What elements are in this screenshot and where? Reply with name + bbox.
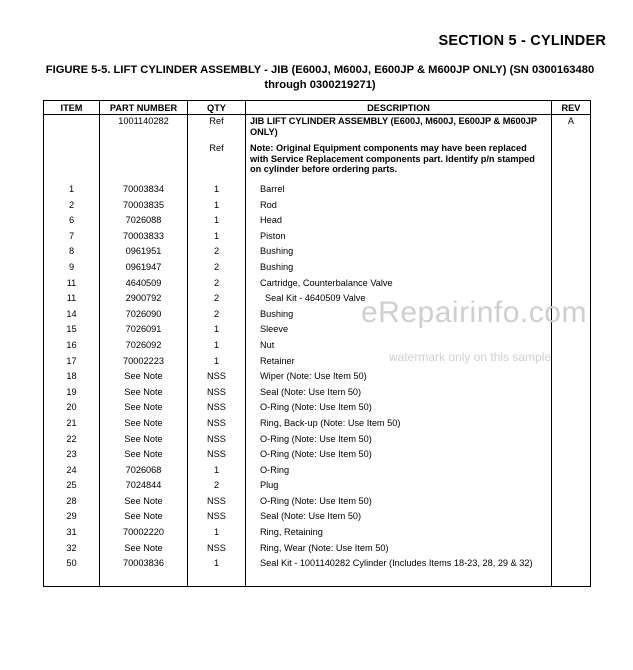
description-text: Nut: [260, 339, 275, 350]
table-row: [44, 495, 591, 511]
description-text: O-Ring: [260, 464, 290, 475]
revision: [552, 277, 591, 293]
quantity: 1: [188, 339, 246, 355]
column-header-qty: QTY: [188, 101, 246, 115]
table-row: [44, 245, 591, 261]
revision: [552, 448, 591, 464]
table-row: [44, 433, 591, 449]
assembly-qty: Ref: [188, 115, 246, 143]
revision: [552, 386, 591, 402]
figure-title: FIGURE 5-5. LIFT CYLINDER ASSEMBLY - JIB (E600J, M600J, E600JP & M600JP ONLY) (SN 0300163480 through 0300219271): [45, 64, 595, 91]
item-number: 11: [44, 292, 100, 308]
item-number: 23: [44, 448, 100, 464]
item-number: 17: [44, 355, 100, 371]
description-text: Ring, Back-up (Note: Use Item 50): [260, 417, 401, 428]
description-text: Bushing: [260, 308, 294, 319]
part-number: 70003836: [100, 557, 188, 587]
part-number: See Note: [100, 495, 188, 511]
part-number: 7026090: [100, 308, 188, 324]
description: [246, 386, 552, 402]
item-number: 28: [44, 495, 100, 511]
part-number: 0961947: [100, 261, 188, 277]
table-row: [44, 401, 591, 417]
table-row: [44, 448, 591, 464]
description: [246, 245, 552, 261]
column-header-item: ITEM: [44, 101, 100, 115]
section-title: SECTION 5 - CYLINDER: [438, 33, 606, 49]
item-number: 22: [44, 433, 100, 449]
description-text: Seal (Note: Use Item 50): [260, 511, 362, 522]
revision: [552, 495, 591, 511]
revision: [552, 339, 591, 355]
quantity: NSS: [188, 448, 246, 464]
revision: [552, 230, 591, 246]
description-text: Seal Kit - 1001140282 Cylinder (Includes Items 18-23, 28, 29 & 32): [260, 558, 533, 569]
description-text: Seal Kit - 4640509 Valve: [265, 293, 366, 304]
revision: [552, 464, 591, 480]
part-number: 4640509: [100, 277, 188, 293]
description: [246, 495, 552, 511]
part-number: See Note: [100, 510, 188, 526]
description: [246, 214, 552, 230]
table-row-seal-kit: [44, 557, 591, 587]
note-part-number: [100, 142, 188, 183]
item-number: 20: [44, 401, 100, 417]
description-text: Wiper (Note: Use Item 50): [260, 371, 367, 382]
quantity: 1: [188, 557, 246, 587]
description: [246, 526, 552, 542]
assembly-part-number: 1001140282: [100, 115, 188, 143]
description-text: O-Ring (Note: Use Item 50): [260, 402, 372, 413]
description-text: O-Ring (Note: Use Item 50): [260, 433, 372, 444]
item-number: 21: [44, 417, 100, 433]
part-number: See Note: [100, 386, 188, 402]
quantity: NSS: [188, 495, 246, 511]
description: [246, 464, 552, 480]
table-row: [44, 183, 591, 199]
description: [246, 479, 552, 495]
description-text: Bushing: [260, 246, 294, 257]
table-row: [44, 261, 591, 277]
description-text: Rod: [260, 199, 277, 210]
item-number: 19: [44, 386, 100, 402]
item-number: 8: [44, 245, 100, 261]
revision: [552, 199, 591, 215]
table-row: [44, 464, 591, 480]
table-row: [44, 277, 591, 293]
description-text: O-Ring (Note: Use Item 50): [260, 495, 372, 506]
quantity: NSS: [188, 433, 246, 449]
quantity: NSS: [188, 370, 246, 386]
item-number: 32: [44, 542, 100, 558]
part-number: 7024844: [100, 479, 188, 495]
watermark-subtext: watermark only on this sample: [389, 350, 552, 364]
description: [246, 277, 552, 293]
assembly-rev: A: [552, 115, 591, 143]
revision: [552, 433, 591, 449]
item-number: 2: [44, 199, 100, 215]
revision: [552, 245, 591, 261]
table-header-row: [44, 101, 591, 115]
part-number: See Note: [100, 542, 188, 558]
description: [246, 199, 552, 215]
quantity: NSS: [188, 417, 246, 433]
description-text: Ring, Retaining: [260, 527, 323, 538]
item-number: 6: [44, 214, 100, 230]
note-qty: Ref: [188, 142, 246, 183]
description: [246, 448, 552, 464]
part-number: See Note: [100, 401, 188, 417]
description-text: Barrel: [260, 184, 285, 194]
part-number: See Note: [100, 370, 188, 386]
column-header-rev: REV: [552, 101, 591, 115]
note-item: [44, 142, 100, 183]
part-number: 70003833: [100, 230, 188, 246]
note-rev: [552, 142, 591, 183]
revision: [552, 355, 591, 371]
revision: [552, 417, 591, 433]
parts-table: [43, 100, 591, 587]
description: [246, 433, 552, 449]
item-number: 18: [44, 370, 100, 386]
table-row: [44, 417, 591, 433]
revision: [552, 510, 591, 526]
assembly-row: [44, 115, 591, 143]
description-text: Bushing: [260, 261, 294, 272]
part-number: See Note: [100, 448, 188, 464]
column-header-description: DESCRIPTION: [246, 101, 552, 115]
part-number: 70002223: [100, 355, 188, 371]
revision: [552, 183, 591, 199]
quantity: 1: [188, 526, 246, 542]
quantity: 1: [188, 355, 246, 371]
item-number: 14: [44, 308, 100, 324]
item-number: 9: [44, 261, 100, 277]
note-row: [44, 142, 591, 183]
item-number: 16: [44, 339, 100, 355]
watermark-text: eRepairinfo.com: [361, 296, 587, 329]
item-number: 50: [44, 557, 100, 587]
part-number: 2900792: [100, 292, 188, 308]
revision: [552, 479, 591, 495]
quantity: NSS: [188, 401, 246, 417]
quantity: 1: [188, 214, 246, 230]
assembly-item: [44, 115, 100, 143]
item-number: 7: [44, 230, 100, 246]
note-description: Note: Original Equipment components may have been replaced with Service Replacement components part. Identify p/n stamped on cylinder before ordering parts.: [246, 142, 552, 183]
description: [246, 417, 552, 433]
item-number: 15: [44, 323, 100, 339]
quantity: NSS: [188, 386, 246, 402]
part-number: 0961951: [100, 245, 188, 261]
table-row: [44, 230, 591, 246]
revision: [552, 542, 591, 558]
quantity: 1: [188, 199, 246, 215]
description: [246, 370, 552, 386]
description: [246, 230, 552, 246]
item-number: 25: [44, 479, 100, 495]
quantity: 2: [188, 292, 246, 308]
part-number: See Note: [100, 417, 188, 433]
revision: [552, 401, 591, 417]
part-number: 70003835: [100, 199, 188, 215]
item-number: 24: [44, 464, 100, 480]
part-number: See Note: [100, 433, 188, 449]
part-number: 7026068: [100, 464, 188, 480]
description: [246, 542, 552, 558]
table-row: [44, 386, 591, 402]
quantity: NSS: [188, 542, 246, 558]
quantity: 1: [188, 230, 246, 246]
description: [246, 183, 552, 199]
revision: [552, 526, 591, 542]
table-row: [44, 510, 591, 526]
quantity: 1: [188, 183, 246, 199]
table-row: [44, 479, 591, 495]
quantity: 1: [188, 464, 246, 480]
quantity: 2: [188, 245, 246, 261]
description-text: Seal (Note: Use Item 50): [260, 386, 362, 397]
description-text: Head: [260, 215, 282, 226]
description-text: O-Ring (Note: Use Item 50): [260, 449, 372, 460]
revision: [552, 261, 591, 277]
revision: [552, 370, 591, 386]
item-number: 29: [44, 510, 100, 526]
description-text: Piston: [260, 230, 286, 241]
part-number: 7026092: [100, 339, 188, 355]
item-number: 31: [44, 526, 100, 542]
part-number: 70002220: [100, 526, 188, 542]
item-number: 1: [44, 183, 100, 199]
description: [246, 401, 552, 417]
part-number: 7026091: [100, 323, 188, 339]
part-number: 7026088: [100, 214, 188, 230]
table-row: [44, 526, 591, 542]
revision: [552, 214, 591, 230]
quantity: 2: [188, 277, 246, 293]
column-header-part-number: PART NUMBER: [100, 101, 188, 115]
description: [246, 261, 552, 277]
quantity: 2: [188, 479, 246, 495]
table-row: [44, 214, 591, 230]
quantity: 2: [188, 308, 246, 324]
item-number: 11: [44, 277, 100, 293]
quantity: 1: [188, 323, 246, 339]
assembly-description: JIB LIFT CYLINDER ASSEMBLY (E600J, M600J, E600JP & M600JP ONLY): [246, 115, 552, 143]
table-row: [44, 542, 591, 558]
revision: [552, 557, 591, 587]
description-text: Retainer: [260, 355, 295, 366]
description: [246, 510, 552, 526]
table-row: [44, 370, 591, 386]
description: [246, 557, 552, 587]
quantity: 2: [188, 261, 246, 277]
quantity: NSS: [188, 510, 246, 526]
table-row: [44, 199, 591, 215]
description-text: Plug: [260, 480, 279, 491]
description-text: Sleeve: [260, 324, 289, 335]
part-number: 70003834: [100, 183, 188, 199]
description-text: Ring, Wear (Note: Use Item 50): [260, 542, 389, 553]
description-text: Cartridge, Counterbalance Valve: [260, 277, 393, 288]
